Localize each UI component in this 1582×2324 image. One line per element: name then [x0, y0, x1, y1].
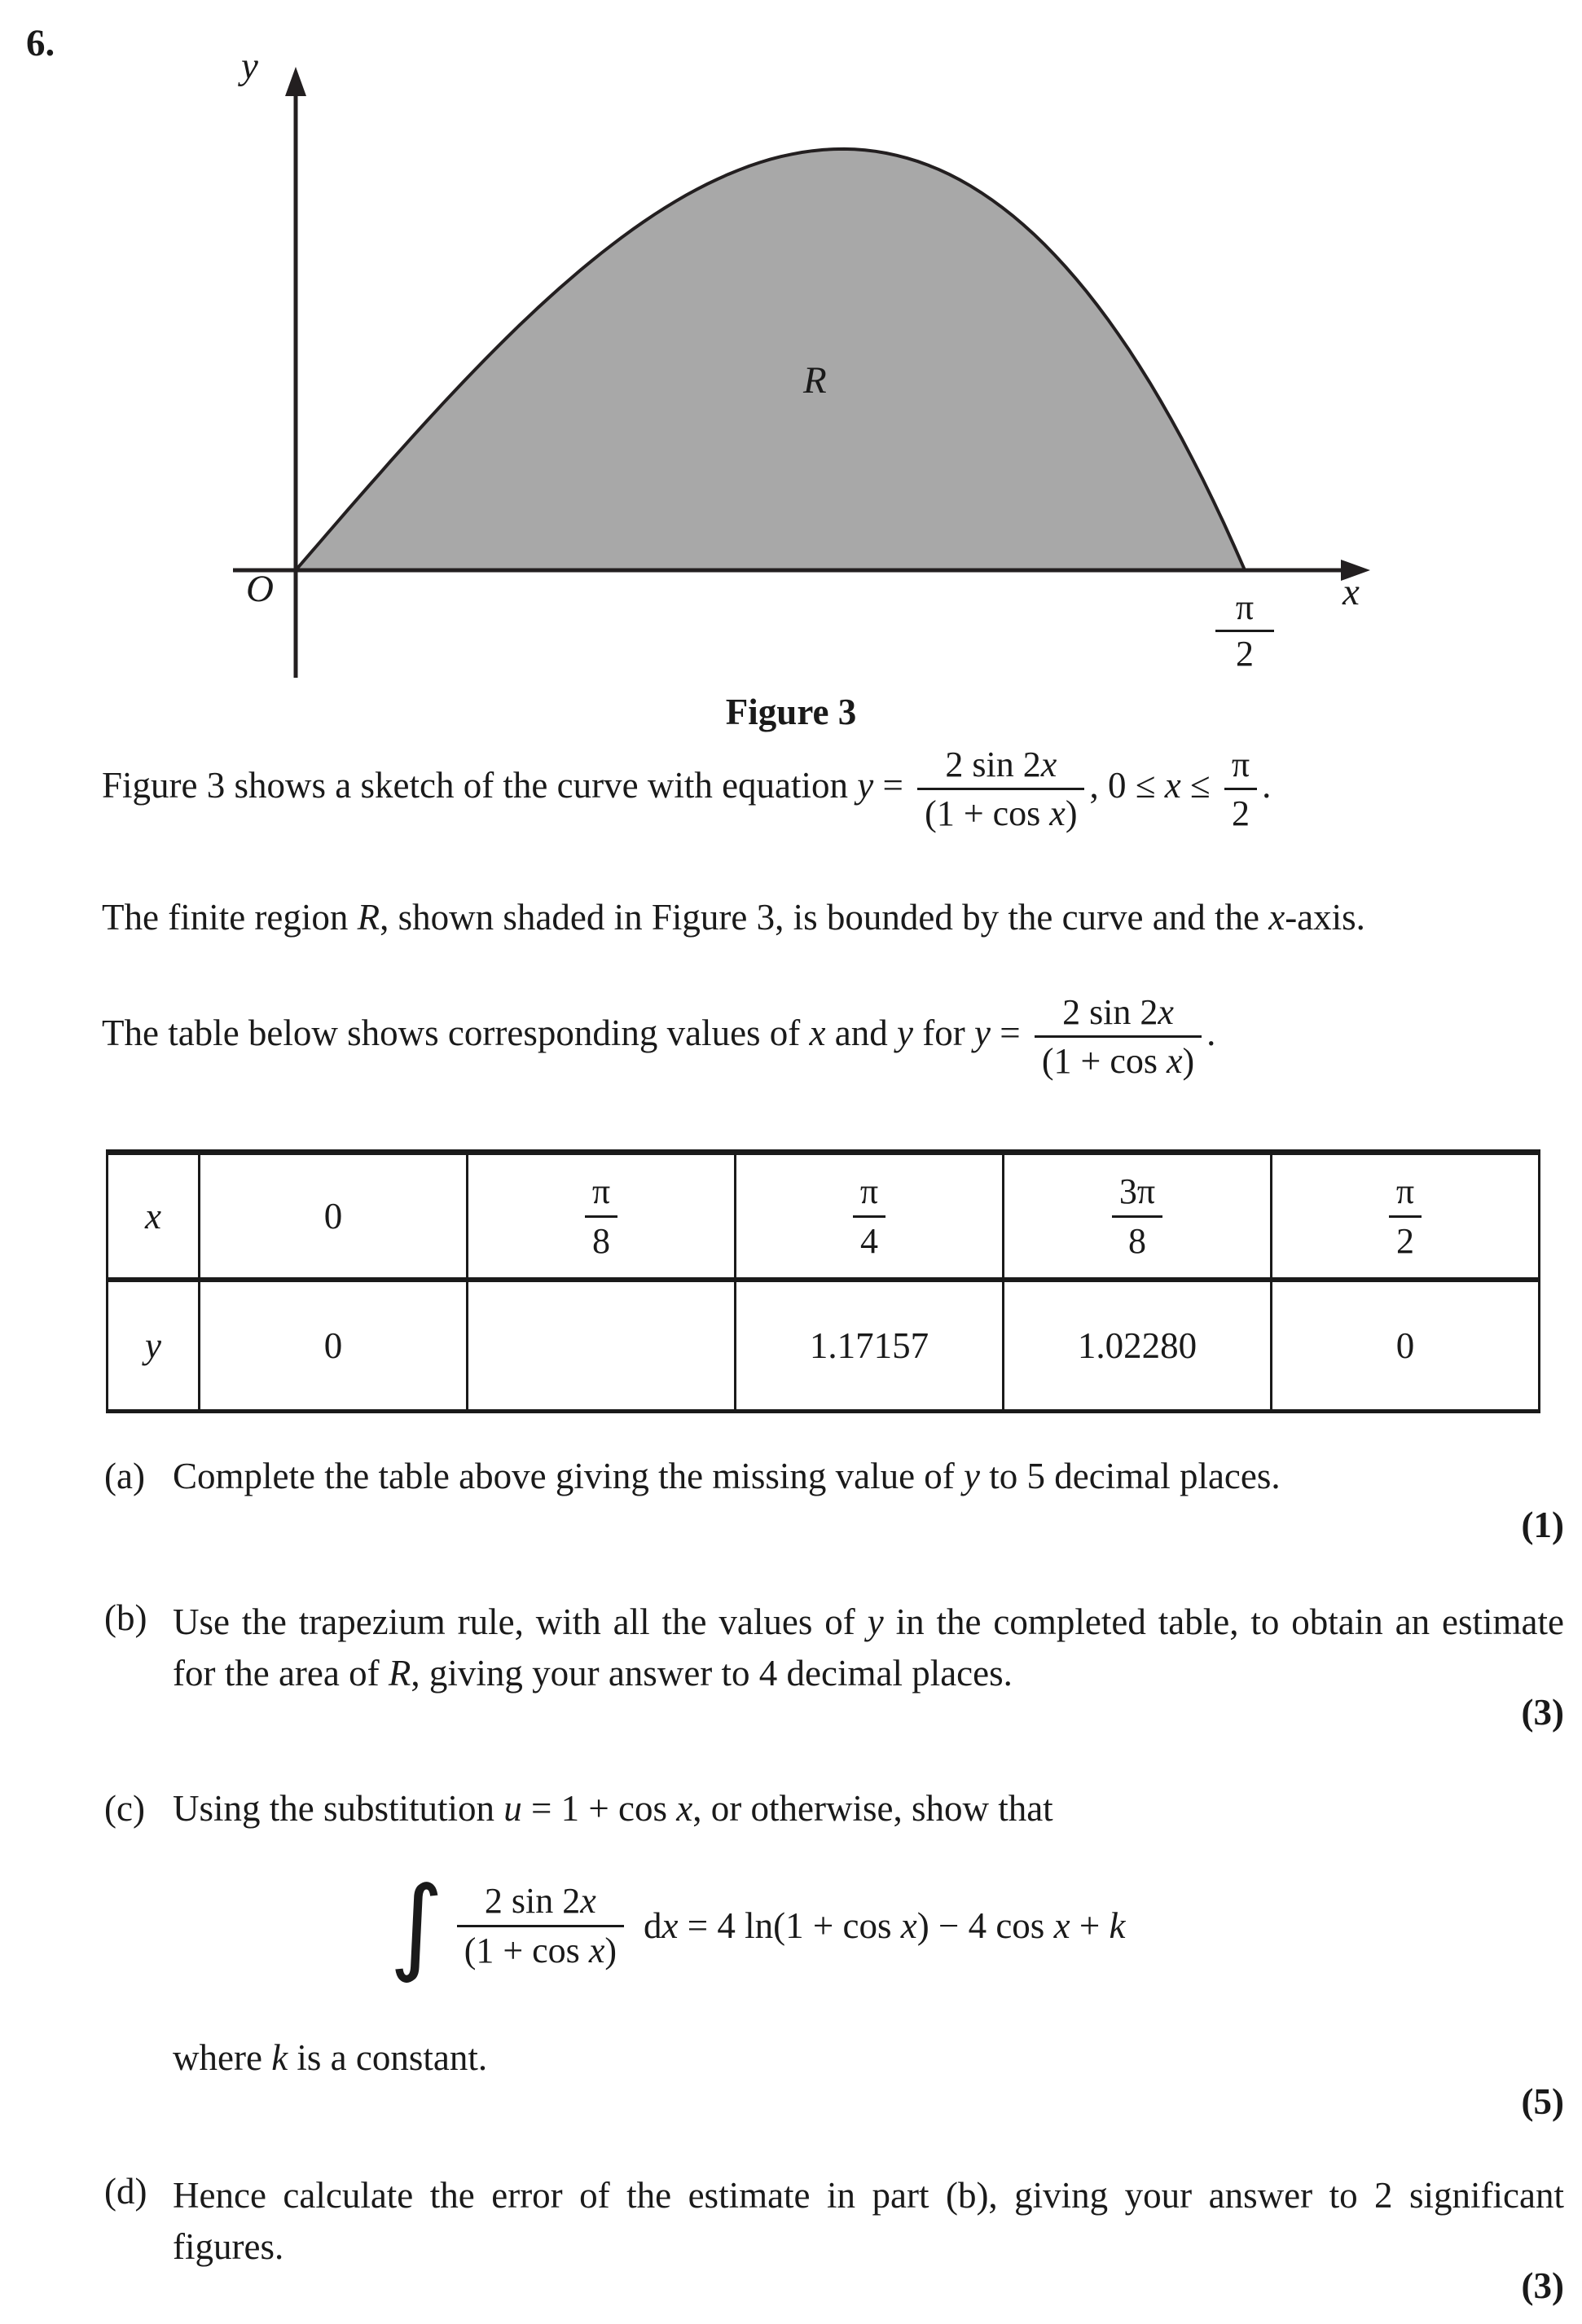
part-c-text-2: = 1 + cos	[521, 1788, 677, 1829]
part-b-label: (b)	[104, 1597, 147, 1638]
fraction-bar	[1112, 1215, 1162, 1218]
y-value-cell: 0	[200, 1280, 468, 1412]
denominator-text: (1 + cos	[925, 793, 1050, 834]
part-b-text-3: , giving your answer to 4 decimal places.	[411, 1653, 1013, 1694]
var-y: y	[867, 1601, 884, 1642]
figure-caption: Figure 3	[725, 692, 857, 732]
table-row-x	[108, 1153, 1540, 1281]
fraction-bar	[1224, 788, 1257, 790]
part-d-text-1: Hence calculate the error of the estimate in part (b), giving your answer to 2 significant figures.	[173, 2175, 1564, 2267]
fraction-bar	[585, 1215, 617, 1218]
part-c-text-3: , or otherwise, show that	[692, 1788, 1053, 1829]
region-paragraph	[102, 896, 1365, 938]
origin-label: O	[246, 568, 274, 610]
numerator-text: 2 sin 2	[1062, 992, 1158, 1032]
y-value-cell: 1.02280	[1004, 1280, 1272, 1412]
intro-text: Figure 3 shows a sketch of the curve with equation	[102, 765, 858, 806]
part-a-text	[173, 1455, 1564, 1497]
numerator-text: 2 sin 2	[945, 745, 1041, 784]
for-text: for	[913, 1013, 974, 1054]
part-c	[104, 1787, 1564, 1830]
var-x: x	[1040, 745, 1057, 784]
part-c-marks: (5)	[1521, 2081, 1564, 2122]
y-value-cell: 1.17157	[736, 1280, 1004, 1412]
denominator-close: )	[1065, 793, 1078, 834]
fraction-denominator	[917, 793, 1084, 833]
var-R: R	[357, 897, 380, 938]
y-value-cell-missing	[468, 1280, 736, 1412]
integral-sign-icon: ∫	[389, 1865, 444, 1987]
values-table	[106, 1149, 1540, 1413]
x-tick-numerator: π	[1235, 587, 1255, 627]
part-d	[104, 2170, 1564, 2273]
var-y: y	[857, 765, 874, 806]
fraction-pi-over-4	[853, 1171, 885, 1261]
row-y-header: y	[108, 1280, 200, 1412]
part-b-text-2: in the completed table, to obtain an estimate for the area of	[173, 1601, 1564, 1694]
part-b-marks: (3)	[1521, 1692, 1564, 1733]
var-y: y	[897, 1013, 913, 1054]
x-value-cell	[1272, 1153, 1540, 1281]
fraction-bar	[1215, 630, 1274, 632]
table-row-y	[108, 1280, 1540, 1412]
y-axis-label: y	[241, 45, 258, 87]
fraction-denominator	[457, 1931, 624, 1970]
var-x: x	[580, 1881, 596, 1922]
var-x: x	[809, 1013, 826, 1054]
region-text: The finite region	[102, 897, 358, 938]
denominator-close: )	[604, 1930, 617, 1970]
region-text-3: -axis.	[1285, 897, 1365, 938]
x-value-cell	[736, 1153, 1004, 1281]
fraction-2sin2x-over-1pluscosx	[917, 745, 1084, 834]
fraction-pi-over-8	[585, 1171, 617, 1261]
leq-sign: ≤	[1126, 765, 1165, 806]
fraction-bar	[1389, 1215, 1422, 1218]
numerator-text: 2 sin 2	[484, 1881, 581, 1922]
fraction-pi-over-2	[1389, 1171, 1422, 1261]
denominator: 4	[860, 1220, 878, 1261]
var-y: y	[964, 1456, 981, 1496]
dx-term	[644, 1904, 1125, 1947]
x-axis-label: x	[1343, 571, 1360, 613]
differential-d: d	[644, 1905, 662, 1946]
var-y: y	[973, 1013, 991, 1054]
part-a	[104, 1455, 1564, 1497]
fraction-pi-over-2	[1224, 745, 1257, 834]
denominator-text: (1 + cos	[1041, 1041, 1167, 1082]
part-c-text	[173, 1787, 1564, 1830]
part-d-label: (d)	[104, 2171, 147, 2212]
constant-text: is a constant.	[288, 2037, 488, 2078]
numerator: π	[1395, 1171, 1415, 1212]
numerator: π	[859, 1171, 879, 1212]
var-k: k	[271, 2037, 288, 2078]
fraction-numerator	[1055, 992, 1181, 1032]
x-value-cell	[1004, 1153, 1272, 1281]
part-c-label: (c)	[104, 1788, 145, 1829]
rhs-text-3: +	[1070, 1905, 1110, 1946]
intro-paragraph	[102, 745, 1271, 834]
var-R: R	[388, 1653, 411, 1694]
fraction-2sin2x-over-1pluscosx	[457, 1881, 624, 1970]
part-d-text	[173, 2170, 1564, 2273]
var-x: x	[588, 1930, 605, 1970]
leq-sign: ≤	[1180, 765, 1219, 806]
table-intro-text: The table below shows corresponding values of	[102, 1013, 810, 1054]
fraction-2sin2x-over-1pluscosx	[1035, 992, 1202, 1082]
fraction-bar	[1035, 1035, 1202, 1038]
and-text: and	[825, 1013, 898, 1054]
rhs-text-1: 4 ln(1 + cos	[717, 1905, 901, 1946]
var-x: x	[676, 1788, 693, 1829]
period: .	[1206, 1013, 1216, 1054]
denominator-two: 2	[1231, 793, 1250, 834]
table-intro-paragraph	[102, 992, 1215, 1082]
x-value-cell	[468, 1153, 736, 1281]
var-x: x	[1158, 992, 1174, 1032]
region-text-2: , shown shaded in Figure 3, is bounded by the curve and the	[380, 897, 1269, 938]
denominator-text: (1 + cos	[464, 1930, 589, 1970]
part-a-text-1: Complete the table above giving the missing value of	[173, 1456, 965, 1496]
fraction-bar	[853, 1215, 885, 1218]
part-b-text-1: Use the trapezium rule, with all the values of	[173, 1601, 868, 1642]
fraction-bar	[457, 1925, 624, 1927]
var-x: x	[1053, 1905, 1070, 1946]
var-x: x	[1164, 765, 1181, 806]
denominator: 8	[1128, 1220, 1146, 1261]
fraction-numerator	[938, 745, 1064, 784]
y-axis-arrow-icon	[285, 67, 306, 96]
denominator: 8	[592, 1220, 610, 1261]
part-a-label: (a)	[104, 1456, 145, 1496]
where-text: where	[173, 2037, 272, 2078]
part-a-marks: (1)	[1521, 1505, 1564, 1545]
var-x: x	[1166, 1041, 1183, 1082]
row-x-header: x	[108, 1153, 200, 1281]
question-number: 6.	[26, 22, 55, 64]
part-a-text-2: to 5 decimal places.	[980, 1456, 1281, 1496]
var-k: k	[1109, 1905, 1126, 1946]
var-x: x	[1049, 793, 1066, 834]
var-x: x	[1268, 897, 1285, 938]
x-tick-denominator: 2	[1236, 634, 1254, 674]
part-b-text	[173, 1597, 1564, 1699]
fraction-bar	[917, 788, 1084, 790]
domain-zero: , 0	[1089, 765, 1127, 806]
x-value-cell: 0	[200, 1153, 468, 1281]
fraction-numerator	[477, 1881, 604, 1921]
equals-sign: =	[678, 1905, 718, 1946]
pi-symbol: π	[1231, 745, 1250, 784]
period: .	[1262, 765, 1272, 806]
part-d-marks: (3)	[1521, 2265, 1564, 2306]
y-value-cell: 0	[1272, 1280, 1540, 1412]
x-tick-pi-over-2	[1215, 588, 1274, 674]
equals-sign: =	[990, 1013, 1030, 1054]
fraction-3pi-over-8	[1112, 1171, 1162, 1261]
fraction-denominator	[1035, 1041, 1202, 1081]
region-R-label: R	[803, 359, 827, 402]
denominator-close: )	[1182, 1041, 1195, 1082]
part-c-footer	[173, 2036, 487, 2079]
numerator: 3π	[1118, 1171, 1156, 1212]
region-R-fill	[296, 149, 1245, 570]
part-c-text-1: Using the substitution	[173, 1788, 504, 1829]
var-x: x	[900, 1905, 917, 1946]
equals-sign: =	[873, 765, 913, 806]
var-u: u	[503, 1788, 522, 1829]
var-x: x	[661, 1905, 679, 1946]
rhs-text-2: ) − 4 cos	[916, 1905, 1054, 1946]
part-b	[104, 1597, 1564, 1699]
denominator: 2	[1396, 1220, 1414, 1261]
integral-equation	[389, 1859, 1125, 1992]
numerator: π	[591, 1171, 611, 1212]
